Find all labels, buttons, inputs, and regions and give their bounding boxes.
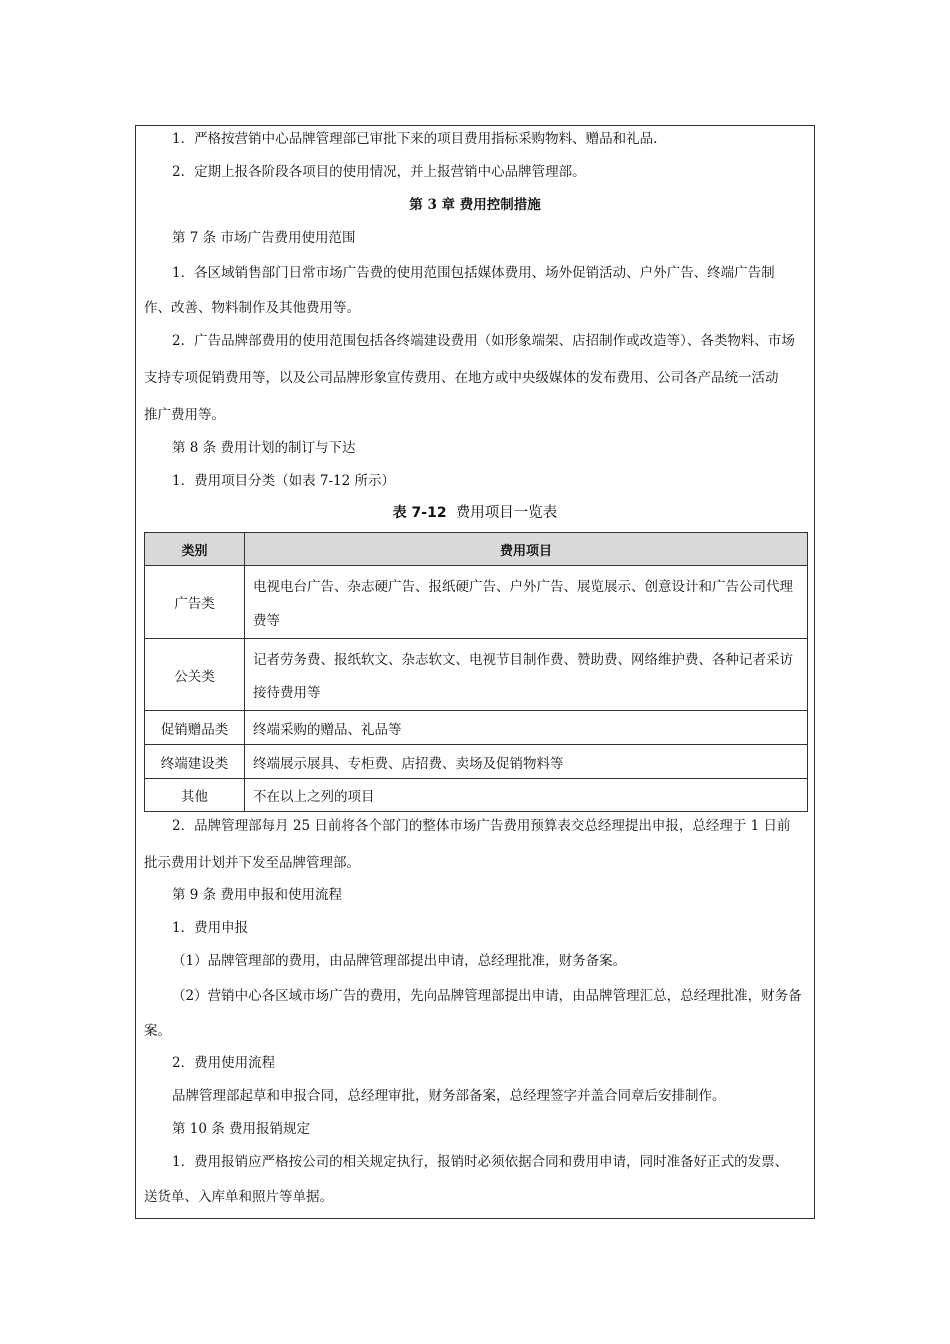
article-title: 第 9 条 费用申报和使用流程 (172, 887, 342, 903)
article-title: 第 10 条 费用报销规定 (172, 1121, 311, 1137)
paragraph: 2．定期上报各阶段各项目的使用情况，并上报营销中心品牌管理部。 (172, 164, 586, 180)
document-frame (135, 125, 815, 1219)
category-cell: 终端建设类 (145, 745, 245, 779)
table-number: 表 7-12 (392, 505, 447, 521)
paragraph: 1．费用报销应严格按公司的相关规定执行，报销时必须依据合同和费用申请，同时准备好正式的发票、 (172, 1154, 789, 1170)
items-cell: 不在以上之列的项目 (245, 779, 808, 812)
paragraph: 1．费用申报 (172, 920, 249, 936)
table-name: 费用项目一览表 (455, 505, 558, 521)
category-cell: 公关类 (145, 639, 245, 711)
category-cell: 促销赠品类 (145, 711, 245, 745)
category-cell: 广告类 (145, 566, 245, 639)
paragraph: （1）品牌管理部的费用，由品牌管理部提出申请，总经理批准，财务备案。 (172, 953, 627, 969)
paragraph: 2．费用使用流程 (172, 1055, 276, 1071)
paragraph: 1．严格按营销中心品牌管理部已审批下来的项目费用指标采购物料、赠品和礼品. (172, 131, 658, 147)
table-header-row (145, 533, 808, 566)
paragraph: 送货单、入库单和照片等单据。 (144, 1189, 333, 1205)
column-header: 费用项目 (245, 533, 808, 566)
table-row (145, 779, 808, 812)
chapter-title: 第 3 章 费用控制措施 (409, 197, 541, 213)
items-cell: 电视电台广告、杂志硬广告、报纸硬广告、户外广告、展览展示、创意设计和广告公司代理 费等 (245, 566, 808, 639)
table-row (145, 711, 808, 745)
paragraph: 案。 (144, 1023, 171, 1039)
expense-table (144, 532, 808, 812)
article-title: 第 8 条 费用计划的制订与下达 (172, 440, 356, 456)
paragraph: 1．各区域销售部门日常市场广告费的使用范围包括媒体费用、场外促销活动、户外广告、终端广告制 (172, 265, 775, 281)
items-cell: 终端展示展具、专柜费、店招费、卖场及促销物料等 (245, 745, 808, 779)
items-cell: 记者劳务费、报纸软文、杂志软文、电视节目制作费、赞助费、网络维护费、各种记者采访 接待费用等 (245, 639, 808, 711)
paragraph: 2．广告品牌部费用的使用范围包括各终端建设费用（如形象端架、店招制作或改造等）、各类物料、市场 (172, 333, 795, 349)
column-header: 类别 (145, 533, 245, 566)
article-title: 第 7 条 市场广告费用使用范围 (172, 230, 356, 246)
paragraph: 推广费用等。 (144, 407, 225, 423)
items-cell: 终端采购的赠品、礼品等 (245, 711, 808, 745)
table-row (145, 639, 808, 711)
paragraph: 支持专项促销费用等，以及公司品牌形象宣传费用、在地方或中央级媒体的发布费用、公司各产品统一活动 (144, 370, 779, 386)
table-caption (144, 504, 806, 522)
paragraph: 品牌管理部起草和申报合同，总经理审批，财务部备案，总经理签字并盖合同章后安排制作。 (172, 1088, 726, 1104)
paragraph: 作、改善、物料制作及其他费用等。 (144, 300, 360, 316)
table-row (145, 566, 808, 639)
paragraph: 批示费用计划并下发至品牌管理部。 (144, 855, 360, 871)
category-cell: 其他 (145, 779, 245, 812)
table-row (145, 745, 808, 779)
paragraph: 2．品牌管理部每月 25 日前将各个部门的整体市场广告费用预算表交总经理提出申报，总经理于 1 日前 (172, 818, 791, 834)
paragraph: 1．费用项目分类（如表 7-12 所示） (172, 473, 396, 489)
paragraph: （2）营销中心各区域市场广告的费用，先向品牌管理部提出申请，由品牌管理汇总，总经理批准，财务备 (172, 988, 802, 1004)
